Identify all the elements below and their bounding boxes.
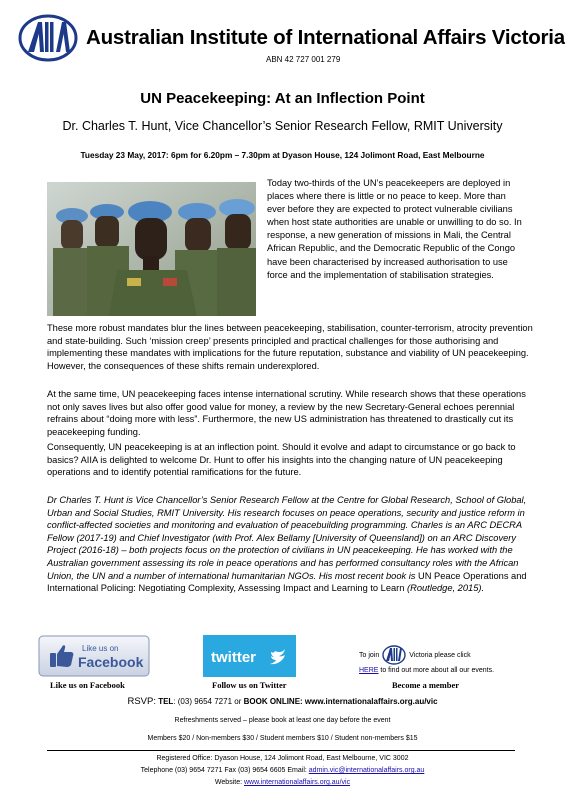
paragraph-scrutiny: At the same time, UN peacekeeping faces intense international scrutiny. While research shows that these operations not only saves lives but also offer good value for money, a review by the new Secretary-General echoes perennial refrains about “doing more with less”. Furthermore, the new US administration has threatened to drastically cut its peacekeeping funding.: [47, 389, 526, 437]
ticket-prices: Members $20 / Non-members $30 / Student members $10 / Student non-members $15: [147, 735, 418, 742]
book-title: UN Peace Operations and International Policing: Negotiating Complexity, Assessing Impact and Learning to Learn: [47, 570, 527, 594]
join-text: [359, 645, 494, 677]
phones: Telephone (03) 9654 7271 Fax (03) 9654 6605 Email:: [140, 767, 309, 774]
org-name: Australian Institute of International Affairs Victoria: [86, 26, 565, 49]
speaker-line: Dr. Charles T. Hunt, Vice Chancellor’s Senior Research Fellow, RMIT University: [62, 119, 503, 133]
rsvp-tel-label: TEL: [158, 697, 174, 706]
event-title: UN Peacekeeping: At an Inflection Point: [140, 90, 425, 107]
aiia-logo: [18, 14, 78, 62]
refreshments-note: Refreshments served – please book at least one day before the event: [174, 717, 391, 724]
bio-text: Dr Charles T. Hunt is Vice Chancellor’s Senior Research Fellow at the Centre for Global Research, School of Global, Urban and Social Studies, RMIT University. His research focuses on peace operations, security and justice reform in conflict-affected societies and monitoring and evaluation of peacebuilding programming. Charles is an ARC DECRA Fellow (2017-19) and Chief Investigator (with Prof. Alex Bellamy [University of Queensland]) on an ARC Discovery Project (2016-18) – both projects focus on the protection of civilians in UN peacekeeping. He has worked with the Australian government assessing its role in peace operations and has performed consultancy roles with the African Union, the UN and a number of international humanitarian NGOs. His most recent book is: [47, 495, 527, 581]
website-line: [0, 779, 565, 786]
rsvp-tel: : (03) 9654 7271: [173, 697, 233, 706]
join-before: To join: [359, 651, 380, 659]
abn-number: ABN 42 727 001 279: [266, 55, 341, 64]
facebook-badge-icon: [38, 635, 150, 677]
facebook-label: Like us on Facebook: [50, 680, 125, 690]
footer-divider: [47, 750, 515, 751]
paragraph-inflection: Consequently, UN peacekeeping is at an inflection point. Should it evolve and adapt to circumstance or go back to basics? AIIA is delighted to welcome Dr. Hunt to offer his insights into the changing nature of UN peacekeeping operations and to identify potential ramifications for the future.: [47, 442, 516, 478]
contact-line: [0, 767, 565, 774]
website-label: Website:: [214, 779, 244, 786]
rsvp-book-online[interactable]: BOOK ONLINE: www.internationalaffairs.org.au/vic: [243, 697, 438, 706]
website-link[interactable]: www.internationalaffairs.org.au/vic: [243, 779, 351, 786]
rsvp-or: or: [232, 697, 244, 706]
intro-paragraph: Today two-thirds of the UN’s peacekeepers are deployed in places where there is little or no peace to keep. More than ever before they are expected to protect vulnerable civilians when host state authorities are unable or unwilling to do so. In response, a new generation of missions in Mali, the Central African Republic, and the Democratic Republic of the Congo have been characterised by increased authorisation to use force and the implementation of stabilisation strategies.: [267, 178, 522, 280]
peacekeepers-photo: [47, 182, 256, 316]
fb-small-text: Like us on: [82, 644, 119, 653]
rsvp-line: [0, 696, 565, 707]
join-rest: to find out more about all our events.: [378, 667, 495, 674]
twitter-word: twitter: [211, 649, 256, 666]
event-details: Tuesday 23 May, 2017: 6pm for 6.20pm – 7.30pm at Dyason House, 124 Jolimont Road, East Melbourne: [80, 150, 485, 160]
twitter-label: Follow us on Twitter: [212, 680, 287, 690]
registered-office: Registered Office: Dyason House, 124 Jolimont Road, East Melbourne, VIC 3002: [156, 755, 409, 762]
join-after: Victoria please click: [409, 651, 471, 659]
paragraph-mandates: These more robust mandates blur the lines between peacekeeping, stabilisation, counter-terrorism, atrocity prevention and state-building. Such ‘mission creep’ presents principled and practical challenges for those authorising and implementing these mandates with implications for the future reputation, substance and viability of UN peacekeeping. However, the consequences of these shifts remain underexplored.: [47, 323, 533, 371]
email-link[interactable]: admin.vic@internationalaffairs.org.au: [308, 767, 425, 774]
aiia-mini-logo: [382, 645, 406, 665]
member-label: Become a member: [392, 680, 460, 690]
rsvp-label: RSVP:: [127, 696, 156, 707]
fb-big-text: Facebook: [78, 654, 144, 670]
twitter-badge-icon: [203, 635, 296, 677]
twitter-button[interactable]: [203, 635, 296, 677]
membership-link[interactable]: HERE: [359, 667, 379, 674]
bio-end: (Routledge, 2015).: [404, 583, 485, 594]
facebook-button[interactable]: [38, 635, 150, 677]
speaker-bio: [47, 494, 533, 595]
